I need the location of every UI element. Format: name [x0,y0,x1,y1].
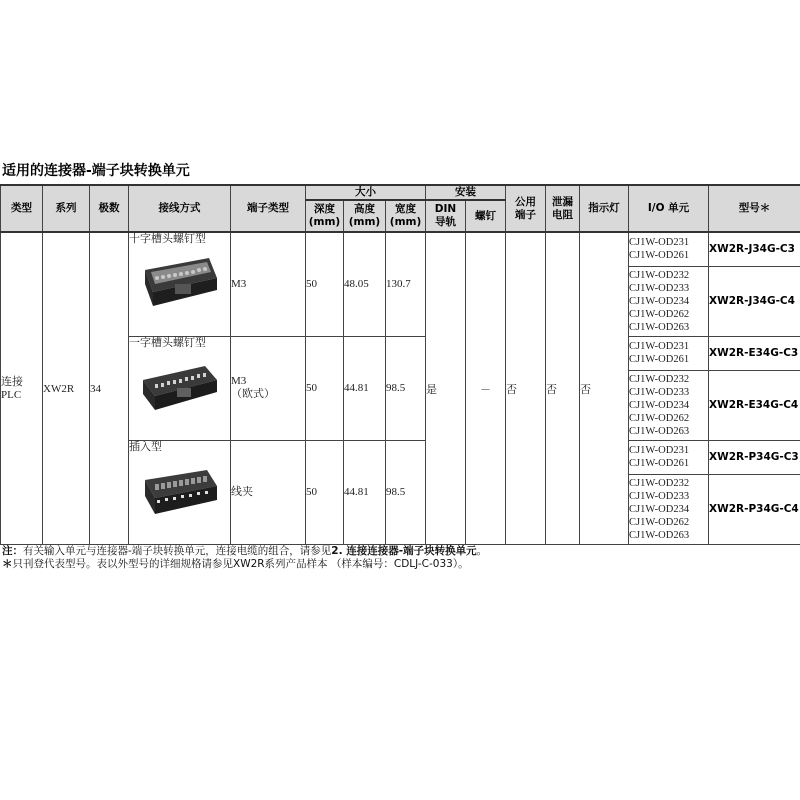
push-in-terminal-block-image [139,462,221,520]
section-title: 适用的连接器-端子块转换单元 [2,163,190,179]
cell-series: XW2R [43,232,90,544]
header-io-unit: I/O 单元 [629,185,709,232]
header-poles: 极数 [90,185,129,232]
cell-depth: 50 [306,336,344,440]
cell-depth: 50 [306,232,344,336]
header-din-rail: DIN 导轨 [426,200,466,232]
header-wiring: 接线方式 [129,185,231,232]
cell-type: 连接 PLC [1,232,43,544]
cell-din-rail: 是 [426,232,466,544]
cell-model: XW2R-E34G-C3 [709,336,800,370]
cell-model: XW2R-J34G-C4 [709,266,800,336]
header-height: 高度 (mm) [344,200,386,232]
header-screw: 螺钉 [466,200,506,232]
euro-terminal-block-image [139,358,221,416]
cell-width: 98.5 [386,336,426,440]
cell-width: 98.5 [386,440,426,544]
note-2: ＊只刊登代表型号。表以外型号的详细规格请参见XW2R系列产品样本 （样本编号：CDLJ-C-033）。 [2,558,469,570]
cell-terminal-type: 线夹 [231,440,306,544]
cell-io-units: CJ1W-OD231 CJ1W-OD261 [629,232,709,266]
header-common-terminal: 公用 端子 [506,185,546,232]
header-type: 类型 [1,185,43,232]
note-1: 注：有关输入单元与连接器-端子块转换单元，连接电缆的组合，请参见2. 连接连接器-端子块转换单元。 [2,545,488,557]
header-depth: 深度 (mm) [306,200,344,232]
cell-io-units: CJ1W-OD232 CJ1W-OD233 CJ1W-OD234 CJ1W-OD262 CJ1W-OD263 [629,266,709,336]
cell-terminal-type: M3 （欧式） [231,336,306,440]
cell-bleeder-resistor: 否 [546,232,580,544]
cell-terminal-type: M3 [231,232,306,336]
cell-width: 130.7 [386,232,426,336]
header-bleeder-resistor: 泄漏 电阻 [546,185,580,232]
cell-height: 48.05 [344,232,386,336]
cell-io-units: CJ1W-OD231 CJ1W-OD261 [629,440,709,474]
cell-model: XW2R-P34G-C3 [709,440,800,474]
footnotes [2,545,798,571]
cell-wiring-phillips: 十字槽头螺钉型 [129,232,231,336]
connector-terminal-table [0,184,800,545]
header-width: 宽度 (mm) [386,200,426,232]
header-indicator: 指示灯 [580,185,629,232]
header-mounting: 安装 [426,185,506,200]
cell-indicator: 否 [580,232,629,544]
cell-poles: 34 [90,232,129,544]
note-reference: 2. 连接连接器-端子块转换单元 [331,545,477,557]
cell-io-units: CJ1W-OD231 CJ1W-OD261 [629,336,709,370]
cell-model: XW2R-P34G-C4 [709,474,800,544]
header-model: 型号＊ [709,185,800,232]
cell-height: 44.81 [344,336,386,440]
cell-model: XW2R-J34G-C3 [709,232,800,266]
header-series: 系列 [43,185,90,232]
cell-height: 44.81 [344,440,386,544]
cell-io-units: CJ1W-OD232 CJ1W-OD233 CJ1W-OD234 CJ1W-OD262 CJ1W-OD263 [629,370,709,440]
cell-depth: 50 [306,440,344,544]
cell-wiring-slotted: 一字槽头螺钉型 [129,336,231,440]
screw-terminal-block-image [139,254,221,312]
header-terminal-type: 端子类型 [231,185,306,232]
cell-model: XW2R-E34G-C4 [709,370,800,440]
cell-screw: － [466,232,506,544]
cell-io-units: CJ1W-OD232 CJ1W-OD233 CJ1W-OD234 CJ1W-OD262 CJ1W-OD263 [629,474,709,544]
header-size: 大小 [306,185,426,200]
cell-common-terminal: 否 [506,232,546,544]
cell-wiring-push-in: 插入型 [129,440,231,544]
